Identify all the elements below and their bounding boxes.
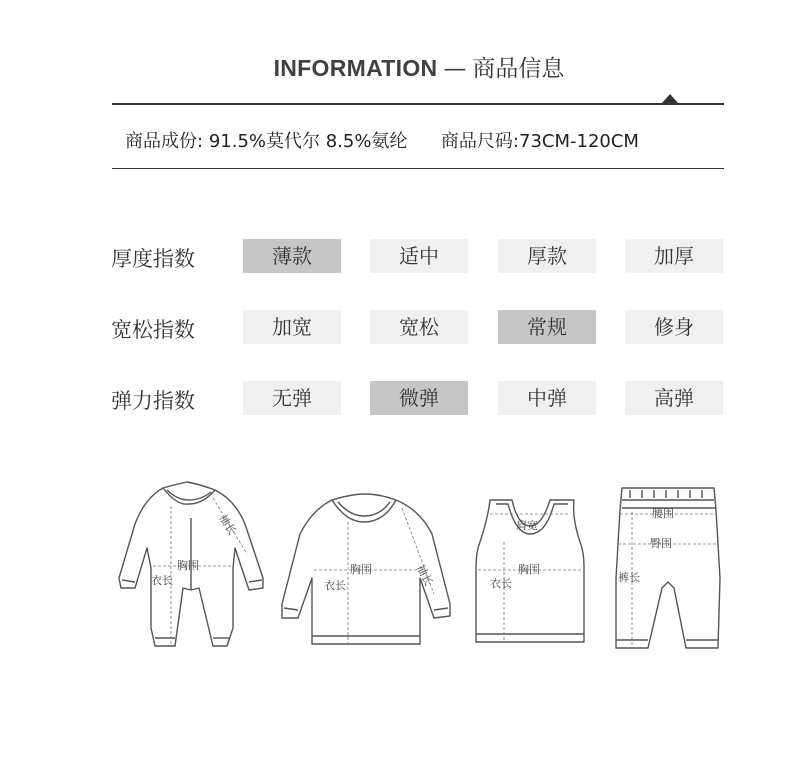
title-english: INFORMATION [273, 55, 438, 81]
thickness-option-medium: 适中 [370, 239, 468, 273]
thickness-index-label: 厚度指数 [111, 247, 195, 271]
romper-length-label: 衣长 [151, 574, 173, 587]
bottom-divider [112, 168, 724, 169]
fit-option-wide: 加宽 [243, 310, 341, 344]
title-dash: — [443, 56, 467, 82]
pants-waist-label: 腰围 [652, 507, 674, 520]
top-chest-label: 胸围 [350, 563, 372, 576]
vest-chest-label: 胸围 [518, 563, 540, 576]
top-illustration [272, 478, 452, 648]
stretch-option-slight: 微弹 [370, 381, 468, 415]
pants-length-label: 裤长 [618, 571, 640, 584]
vest-shoulder-label: 肩宽 [516, 519, 538, 532]
top-sleeve-label: 袖长 [413, 562, 436, 588]
top-length-label: 衣长 [324, 579, 346, 592]
fit-option-loose: 宽松 [370, 310, 468, 344]
stretch-option-none: 无弹 [243, 381, 341, 415]
fit-option-regular: 常规 [498, 310, 596, 344]
divider-notch [662, 94, 678, 103]
top-divider [112, 103, 724, 105]
vest-length-label: 衣长 [490, 577, 512, 590]
vest-illustration [470, 478, 590, 648]
thickness-option-extra-thick: 加厚 [625, 239, 723, 273]
size-value: 73CM-120CM [519, 131, 639, 152]
stretch-option-medium: 中弹 [498, 381, 596, 415]
stretch-option-high: 高弹 [625, 381, 723, 415]
thickness-option-thick: 厚款 [498, 239, 596, 273]
thickness-option-thin: 薄款 [243, 239, 341, 273]
size-label: 商品尺码: [440, 131, 519, 152]
fit-index-label: 宽松指数 [111, 318, 195, 342]
composition-label: 商品成份: [125, 131, 204, 152]
stretch-index-label: 弹力指数 [111, 389, 195, 413]
pants-illustration [608, 478, 728, 664]
composition-value: 91.5%莫代尔 8.5%氨纶 [208, 131, 408, 152]
title-chinese: 商品信息 [472, 56, 565, 82]
fit-option-slim: 修身 [625, 310, 723, 344]
product-info-line [125, 127, 639, 153]
romper-chest-label: 胸围 [177, 559, 199, 572]
section-title [0, 50, 790, 83]
romper-sleeve-label: 袖长 [216, 511, 239, 538]
pants-hip-label: 臀围 [650, 537, 672, 550]
romper-illustration [115, 478, 265, 664]
